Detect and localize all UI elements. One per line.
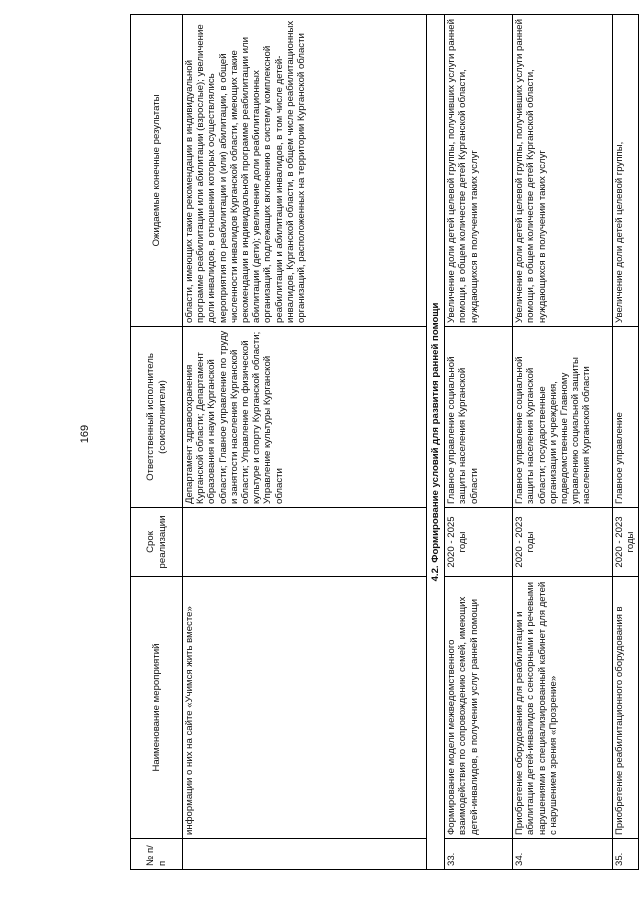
cell-executor: Главное управление социальной защиты населения Курганской области xyxy=(445,327,513,508)
section-title: 4.2. Формирование условий для развития ранней помощи xyxy=(427,15,445,870)
header-results: Ожидаемые конечные результаты xyxy=(131,15,183,327)
cell-num: 35. xyxy=(613,839,638,870)
header-term: Срок реализации xyxy=(131,508,183,577)
table-row xyxy=(513,15,613,870)
cell-executor: Главное управление xyxy=(613,327,638,508)
cell-results: области, имеющих такие рекомендации в индивидуальной программе реабилитации или абилитации (взрослые); увеличение доли инвалидов, в отношении которых осуществлялись мероприятия по реабилитации и (или) абилитации, в общей численности инвалидов Курганской области, имеющих такие рекомендации в индивидуальной программе реабилитации или абилитации (дети); увеличение доли реабилитационных организаций, подлежащих включению в систему комплексной реабилитации и абилитации инвалидов, в том числе детей-инвалидов, Курганской области, в общем числе реабилитационных организаций, расположенных на территории Курганской области xyxy=(183,15,427,327)
table-row xyxy=(445,15,513,870)
cell-num xyxy=(183,839,427,870)
table-row-continuation xyxy=(183,15,427,870)
cell-term xyxy=(183,508,427,577)
cell-name: информации о них на сайте «Учимся жить вместе» xyxy=(183,577,427,839)
page-number: 169 xyxy=(79,424,91,444)
cell-name: Приобретение оборудования для реабилитации и абилитации детей-инвалидов с сенсорными и речевыми нарушениями в специализированный кабинет для детей с нарушением зрения «Прозрение» xyxy=(513,577,613,839)
measures-table xyxy=(130,14,639,870)
cell-term: 2020 - 2023 годы xyxy=(613,508,638,577)
table-row xyxy=(613,15,638,870)
cell-results: Увеличение доли детей целевой группы, xyxy=(613,15,638,327)
table-header-row xyxy=(131,15,183,870)
cell-results: Увеличение доли детей целевой группы, получивших услуги ранней помощи, в общем количестве детей Курганской области, нуждающихся в получении таких услуг xyxy=(513,15,613,327)
section-row xyxy=(427,15,445,870)
cell-name: Приобретение реабилитационного оборудования в xyxy=(613,577,638,839)
header-executor: Ответственный исполнитель (соисполнители) xyxy=(131,327,183,508)
rotated-table-container xyxy=(130,19,637,870)
header-num: № п/п xyxy=(131,839,183,870)
cell-name: Формирование модели межведомственного взаимодействия по сопровождению семей, имеющих детей-инвалидов, в получении услуг ранней помощи xyxy=(445,577,513,839)
cell-num: 33. xyxy=(445,839,513,870)
cell-executor: Главное управление социальной защиты населения Курганской области; государственные организации и учреждения, подведомственные Главному управлению социальной защиты населения Курганской области xyxy=(513,327,613,508)
cell-num: 34. xyxy=(513,839,613,870)
cell-results: Увеличение доли детей целевой группы, получивших услуги ранней помощи, в общем количестве детей Курганской области, нуждающихся в получении таких услуг xyxy=(445,15,513,327)
header-name: Наименование мероприятий xyxy=(131,577,183,839)
cell-term: 2020 - 2023 годы xyxy=(513,508,613,577)
cell-term: 2020 - 2025 годы xyxy=(445,508,513,577)
cell-executor: Департамент здравоохранения Курганской области; Департамент образования и науки Курганской области; Главное управление по труду и занятости населения Курганской области; Управление по физической культуре и спорту Курганской области; Управление культуры Курганской области xyxy=(183,327,427,508)
